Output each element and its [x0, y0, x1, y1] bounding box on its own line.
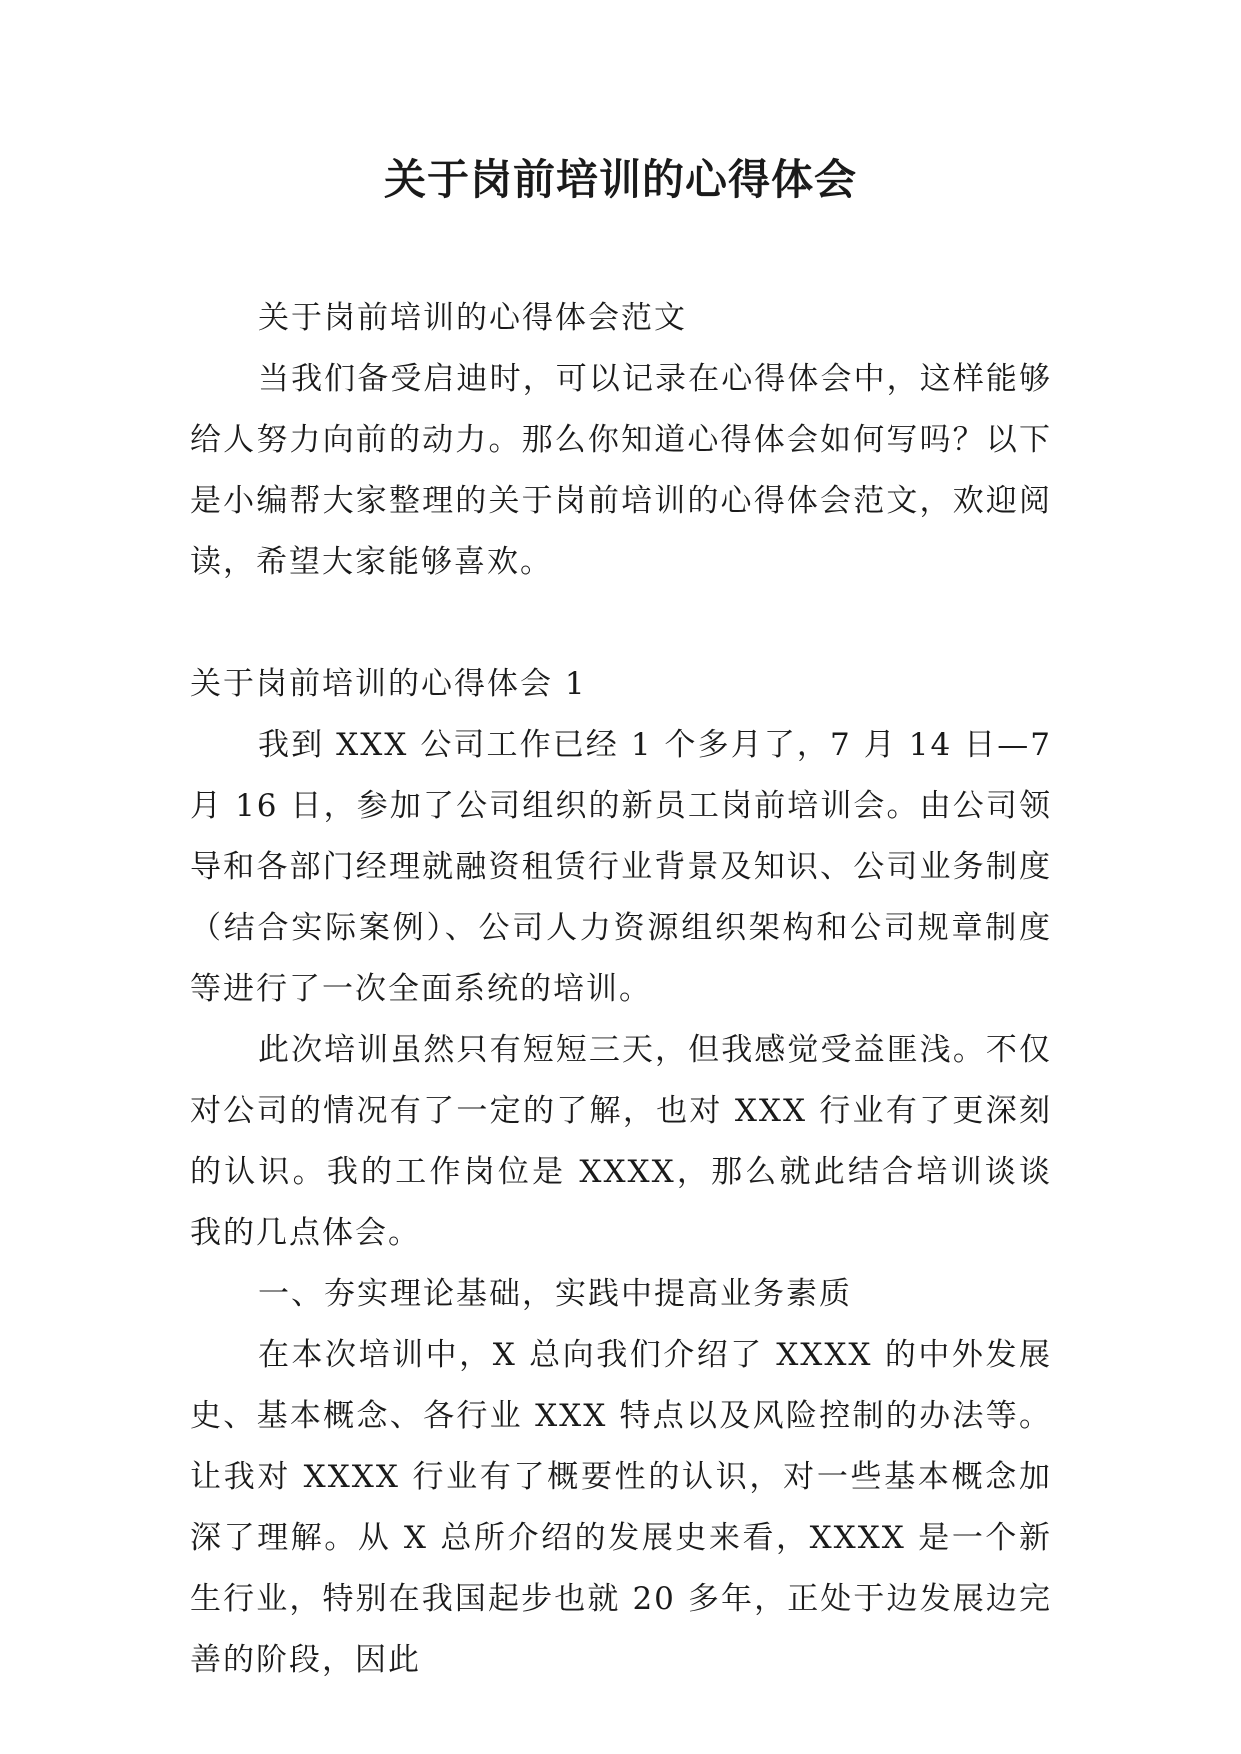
paragraph-gap	[190, 593, 1052, 654]
intro-paragraph: 当我们备受启迪时，可以记录在心得体会中，这样能够给人努力向前的动力。那么你知道心得体会如何写吗？以下是小编帮大家整理的关于岗前培训的心得体会范文，欢迎阅读，希望大家能够喜欢。	[190, 361, 1052, 580]
body-paragraph: 我到 XXX 公司工作已经 1 个多月了，7 月 14 日—7 月 16 日，参加了公司组织的新员工岗前培训会。由公司领导和各部门经理就融资租赁行业背景及知识、公司业务制度（结合实际案例）、公司人力资源组织架构和公司规章制度等进行了一次全面系统的培训。	[190, 727, 1052, 1007]
point-heading: 一、夯实理论基础，实践中提高业务素质	[258, 1276, 852, 1312]
body-paragraph: 在本次培训中，X 总向我们介绍了 XXXX 的中外发展史、基本概念、各行业 XXX 特点以及风险控制的办法等。让我对 XXXX 行业有了概要性的认识，对一些基本概念加深了理解。从 X 总所介绍的发展史来看，XXXX 是一个新生行业，特别在我国起步也就 20 多年，正处于边发展边完善的阶段，因此	[190, 1337, 1052, 1678]
document-title: 关于岗前培训的心得体会	[383, 155, 857, 204]
section-heading: 关于岗前培训的心得体会 1	[190, 666, 587, 702]
body-paragraph: 此次培训虽然只有短短三天，但我感觉受益匪浅。不仅对公司的情况有了一定的了解，也对 XXX 行业有了更深刻的认识。我的工作岗位是 XXXX，那么就此结合培训谈谈我的几点体会。	[190, 1032, 1052, 1251]
subtitle-paragraph: 关于岗前培训的心得体会范文	[258, 300, 687, 336]
document-body	[190, 288, 1052, 1691]
